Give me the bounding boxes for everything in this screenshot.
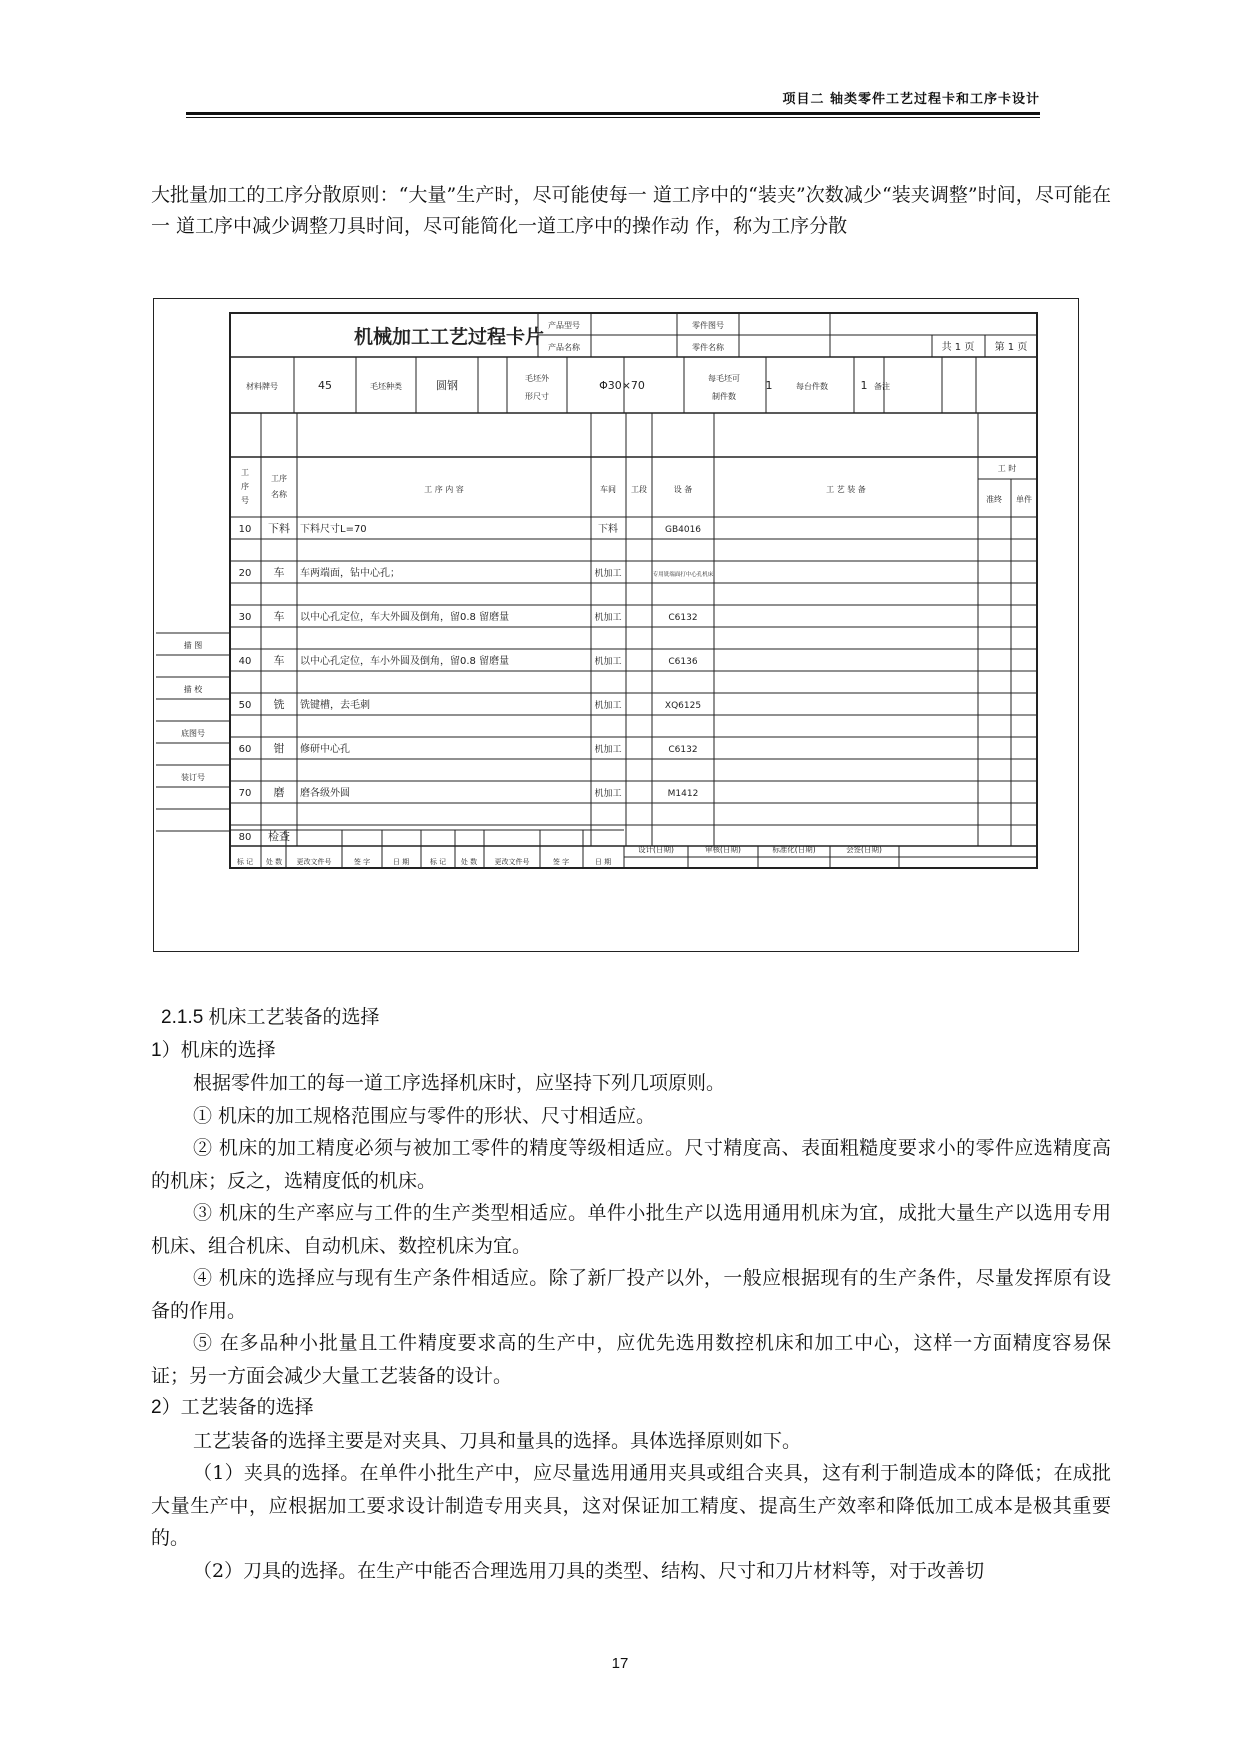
op-row-no: 10 — [238, 524, 252, 535]
op-row-content: 以中心孔定位，车小外圆及倒角，留0.8 留磨量 — [300, 656, 510, 667]
op-row-equipment: C6132 — [668, 745, 698, 755]
blank-size-value: Φ30×70 — [599, 379, 645, 392]
op-row-content: 修研中心孔 — [300, 744, 350, 755]
op-row-equipment: XQ6125 — [664, 701, 702, 711]
part-no-label: 零件图号 — [692, 321, 724, 330]
material-label: 材料牌号 — [246, 382, 278, 391]
sign-design: 设计(日期) — [638, 845, 674, 854]
side-label-trace: 描 图 — [183, 641, 203, 650]
paragraph: （2）刀具的选择。在生产中能否合理选用刀具的类型、结构、尺寸和刀片材料等，对于改善切 — [193, 1559, 985, 1582]
col-op-name-1: 工序 — [271, 474, 287, 483]
paragraph: ③ 机床的生产率应与工件的生产类型相适应。单件小批生产以选用通用机床为宜，成批大量生产以选用专用机床、组合机床、自动机床、数控机床为宜。 — [151, 1202, 1111, 1257]
paragraph: ① 机床的加工规格范围应与零件的形状、尺寸相适应。 — [193, 1104, 656, 1127]
col-section: 工段 — [631, 485, 647, 494]
op-row-workshop: 下料 — [598, 524, 618, 535]
op-row-content: 下料尺寸L=70 — [300, 524, 367, 535]
bottom-label: 处 数 — [265, 858, 283, 866]
op-row-no: 50 — [238, 700, 252, 711]
subheading-tooling: 2）工艺装备的选择 — [151, 1397, 314, 1418]
op-row-name: 铣 — [273, 698, 285, 711]
card-title: 机械加工工艺过程卡片 — [353, 326, 545, 348]
side-label-check: 描 校 — [183, 685, 203, 694]
sign-countersign: 会签(日期) — [846, 845, 882, 854]
op-row-name: 车 — [273, 610, 285, 623]
op-row-no: 20 — [238, 568, 252, 579]
paragraph: ② 机床的加工精度必须与被加工零件的精度等级相适应。尺寸精度高、表面粗糙度要求小的零件应选精度高的机床；反之，选精度低的机床。 — [151, 1137, 1111, 1192]
section-heading: 2.1.5 机床工艺装备的选择 — [161, 1007, 380, 1028]
op-row-workshop: 机加工 — [594, 613, 622, 623]
op-row-equipment: GB4016 — [664, 525, 702, 535]
blank-type-value: 圆钢 — [436, 379, 458, 392]
op-row-workshop: 机加工 — [594, 789, 622, 799]
op-row-no: 30 — [238, 612, 252, 623]
bottom-label: 更改文件号 — [494, 858, 530, 866]
paragraph: ④ 机床的选择应与现有生产条件相适应。除了新厂投产以外，一般应根据现有的生产条件，尽量发挥原有设备的作用。 — [151, 1267, 1111, 1322]
col-time-unit: 单件 — [1016, 495, 1032, 504]
subheading-machine: 1）机床的选择 — [151, 1039, 276, 1061]
op-row-name: 下料 — [268, 522, 290, 535]
op-row-content: 以中心孔定位，车大外圆及倒角，留0.8 留磨量 — [300, 612, 510, 623]
header-rule — [186, 112, 1040, 118]
col-time-prep: 准终 — [986, 495, 1002, 504]
col-tooling: 工 艺 装 备 — [826, 485, 866, 494]
col-op-name-2: 名称 — [271, 490, 287, 499]
col-equipment: 设 备 — [673, 485, 693, 494]
blank-size-label-2: 形尺寸 — [525, 392, 549, 401]
part-name-label: 零件名称 — [692, 343, 724, 352]
op-row-name: 钳 — [273, 742, 285, 755]
col-workshop: 车间 — [600, 485, 616, 494]
op-row-name: 磨 — [273, 786, 285, 799]
blank-type-label: 毛坯种类 — [370, 382, 402, 391]
intro-paragraph: 大批量加工的工序分散原则：“大量”生产时，尽可能使每一 道工序中的“装夹”次数减少“装夹调整”时间，尽可能在一 道工序中减少调整刀具时间，尽可能简化一道工序中的操作动 作，称为工序分散 — [151, 184, 1111, 237]
op-row-name: 车 — [273, 654, 285, 667]
page-header-title: 项目二 轴类零件工艺过程卡和工序卡设计 — [782, 92, 1040, 107]
per-unit-label: 每台件数 — [796, 382, 828, 391]
col-content: 工 序 内 容 — [424, 485, 464, 494]
bottom-label: 签 字 — [353, 858, 371, 866]
op-row-name: 检查 — [268, 830, 290, 843]
op-row-name: 车 — [273, 566, 285, 579]
op-row-content: 车两端面，钻中心孔； — [300, 568, 400, 579]
per-unit-value: 1 — [860, 379, 868, 392]
remarks-label: 备注 — [874, 382, 890, 391]
bottom-label: 签 字 — [552, 858, 570, 866]
col-time: 工 时 — [997, 464, 1017, 473]
side-label-binding-no: 装订号 — [181, 773, 205, 782]
paragraph: 根据零件加工的每一道工序选择机床时，应坚持下列几项原则。 — [193, 1072, 726, 1094]
col-op-no-3: 号 — [241, 496, 249, 505]
op-row-workshop: 机加工 — [594, 569, 622, 579]
op-row-no: 80 — [238, 832, 252, 843]
paragraph: ⑤ 在多品种小批量且工件精度要求高的生产中，应优先选用数控机床和加工中心，这样一方面精度容易保证；另一方面会减少大量工艺装备的设计。 — [151, 1332, 1111, 1387]
paragraph: 工艺装备的选择主要是对夹具、刀具和量具的选择。具体选择原则如下。 — [193, 1429, 802, 1452]
sign-review: 审核(日期) — [705, 845, 741, 854]
paragraph: （1）夹具的选择。在单件小批生产中，应尽量选用通用夹具或组合夹具，这有利于制造成本的降低；在成批大量生产中，应根据加工要求设计制造专用夹具，这对保证加工精度、提高生产效率和降低加工成本是极其重要的。 — [151, 1462, 1111, 1549]
material-value: 45 — [318, 379, 332, 392]
op-row-equipment: 专用铣端面打中心孔机床 — [652, 572, 714, 578]
op-row-equipment: M1412 — [667, 789, 699, 799]
sign-standard: 标准化(日期) — [772, 845, 816, 854]
bottom-label: 日 期 — [392, 858, 410, 866]
op-row-no: 60 — [238, 744, 252, 755]
bottom-label: 标 记 — [236, 858, 254, 866]
page-no: 第 1 页 — [994, 342, 1028, 353]
op-row-no: 70 — [238, 788, 252, 799]
per-blank-label-2: 制件数 — [712, 392, 736, 401]
per-blank-value: 1 — [765, 379, 773, 392]
total-pages: 共 1 页 — [941, 342, 975, 353]
op-row-equipment: C6132 — [668, 613, 698, 623]
op-row-workshop: 机加工 — [594, 701, 622, 711]
bottom-label: 标 记 — [429, 858, 447, 866]
bottom-label: 处 数 — [460, 858, 478, 866]
bottom-label: 日 期 — [594, 858, 612, 866]
bottom-label: 更改文件号 — [296, 858, 332, 866]
product-name-label: 产品名称 — [548, 343, 580, 352]
process-card-table — [154, 299, 1078, 951]
op-row-workshop: 机加工 — [594, 745, 622, 755]
side-label-base-no: 底图号 — [181, 729, 205, 738]
blank-size-label-1: 毛坯外 — [525, 374, 549, 383]
process-card — [153, 298, 1079, 952]
op-row-content: 磨各级外圆 — [300, 788, 350, 799]
page-number: 17 — [611, 1655, 629, 1672]
op-row-workshop: 机加工 — [594, 657, 622, 667]
product-model-label: 产品型号 — [548, 321, 580, 330]
op-row-no: 40 — [238, 656, 252, 667]
col-op-no-1: 工 — [241, 468, 249, 477]
per-blank-label-1: 每毛坯可 — [708, 374, 740, 383]
op-row-content: 铣键槽，去毛刺 — [300, 700, 370, 711]
op-row-equipment: C6136 — [668, 657, 698, 667]
body-text — [151, 1002, 1111, 1587]
col-op-no-2: 序 — [241, 482, 249, 491]
